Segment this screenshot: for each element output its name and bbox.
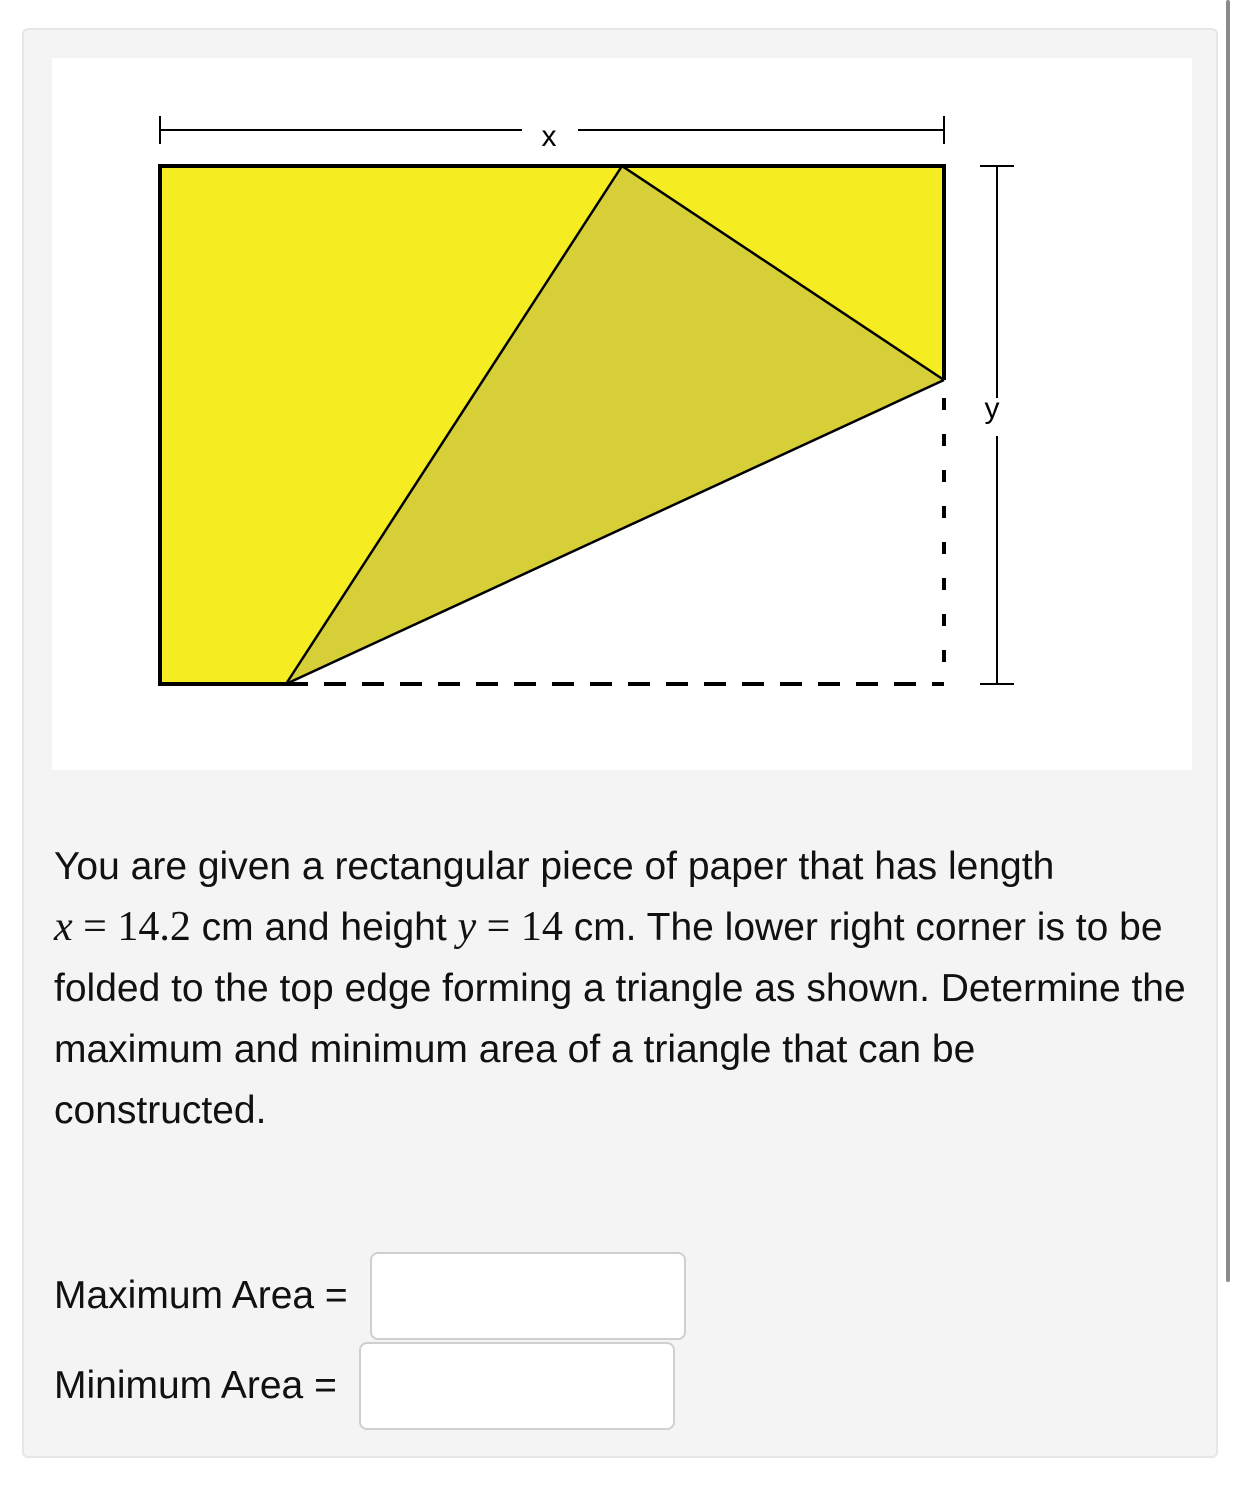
minimum-area-label: Minimum Area = — [54, 1364, 337, 1407]
math-var-x: x — [54, 904, 73, 950]
scrollbar[interactable] — [1226, 0, 1230, 1282]
x-dimension-label: x — [541, 120, 557, 153]
maximum-area-row — [54, 1252, 686, 1340]
problem-text-1: You are given a rectangular piece of paper that has length — [54, 845, 1055, 888]
y-dimension-label: y — [984, 392, 1000, 425]
fold-diagram — [52, 58, 1192, 770]
problem-text-3: cm. The lower right corner is to be folded to the top edge forming a triangle as shown. Determine the maximum and minimum area of a triangle that can be constructed. — [54, 906, 1186, 1132]
fold-diagram-svg — [52, 58, 1192, 770]
minimum-area-input[interactable] — [359, 1342, 675, 1430]
maximum-area-label: Maximum Area = — [54, 1274, 348, 1317]
math-var-y: y — [457, 904, 477, 950]
problem-text-2: cm and height — [190, 906, 458, 949]
length-value: 14.2 — [117, 904, 191, 950]
math-equals-1: = — [72, 904, 118, 950]
minimum-area-row — [54, 1342, 675, 1430]
maximum-area-input[interactable] — [370, 1252, 686, 1340]
height-value: 14 — [520, 904, 563, 950]
question-card — [22, 28, 1218, 1458]
problem-statement — [54, 836, 1194, 1141]
math-equals-2: = — [476, 904, 521, 950]
